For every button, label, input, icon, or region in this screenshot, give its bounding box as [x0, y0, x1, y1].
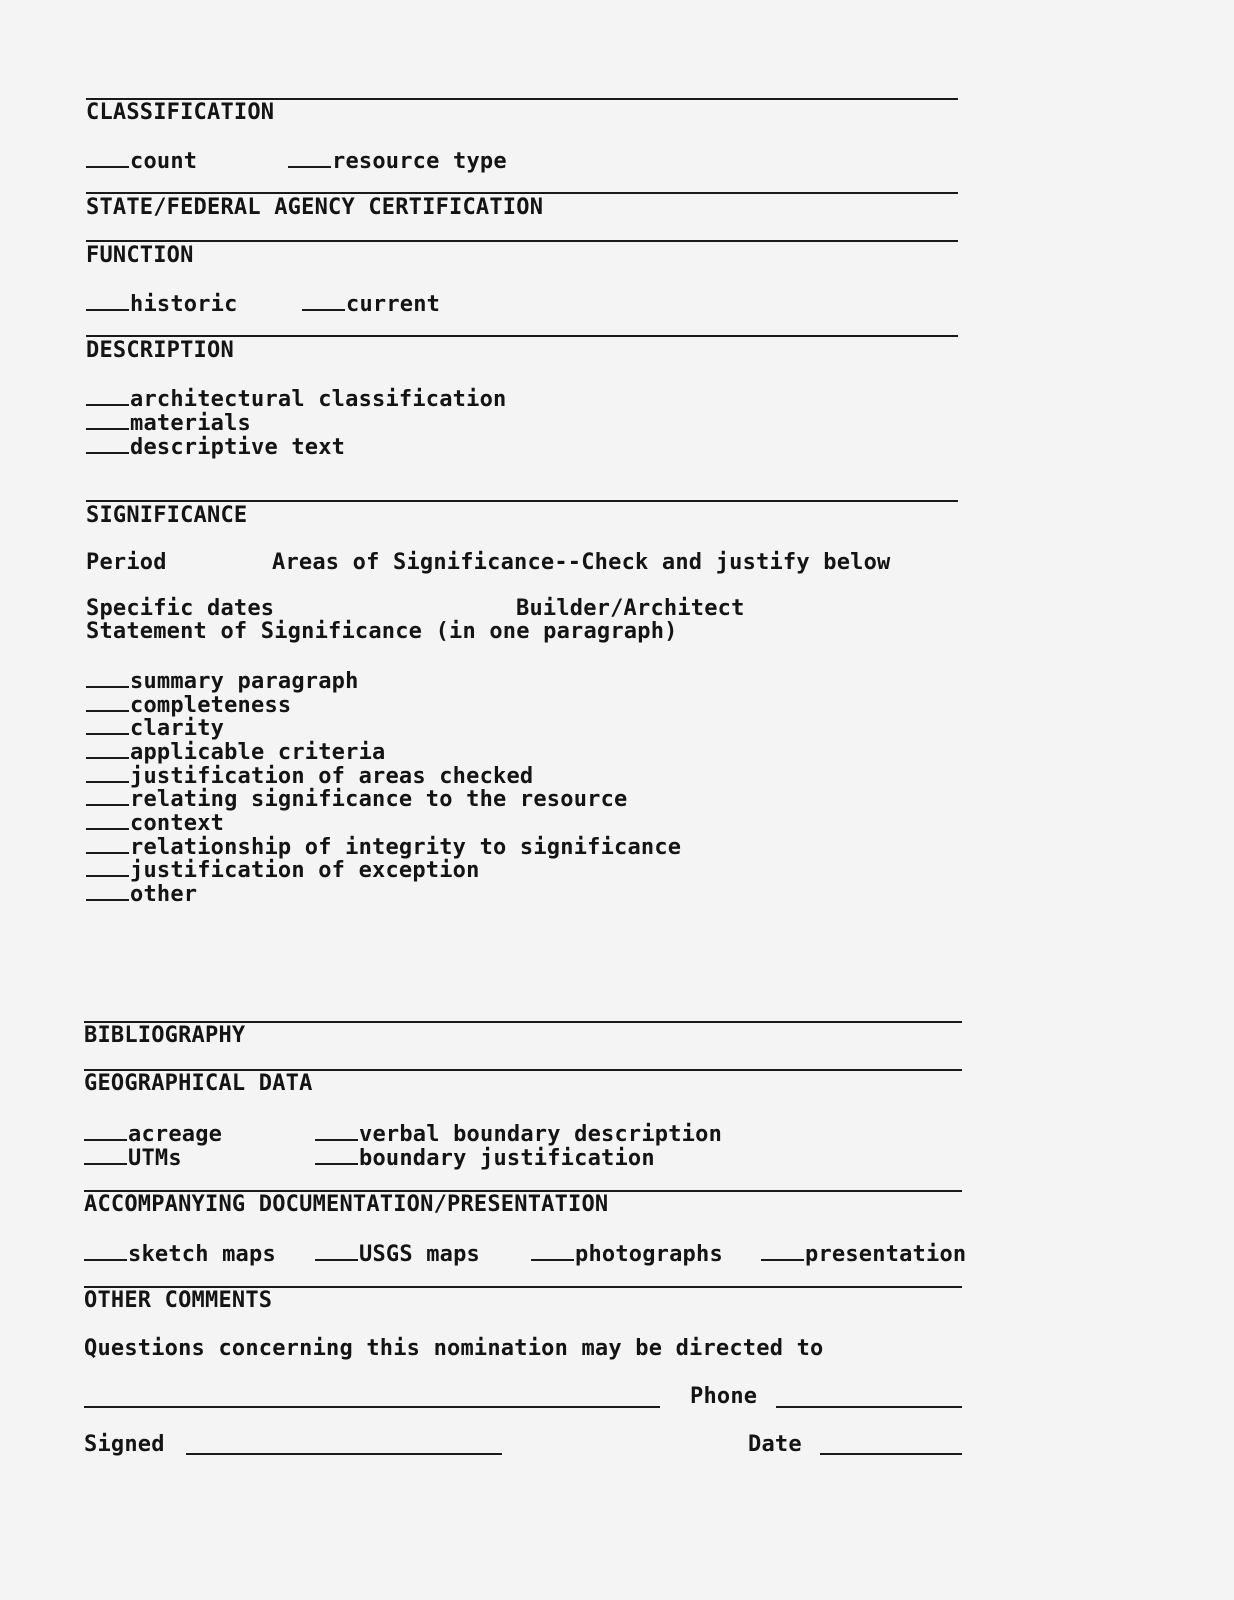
item-label: boundary justification — [359, 1146, 655, 1171]
verbal-boundary-checkbox[interactable] — [315, 1121, 722, 1147]
specific-dates-label: Specific dates — [86, 596, 275, 621]
context-checkbox[interactable] — [86, 810, 224, 836]
checkbox-blank[interactable] — [86, 434, 129, 454]
item-label: UTMs — [128, 1146, 182, 1171]
checkbox-blank[interactable] — [86, 881, 129, 901]
sketch-maps-checkbox[interactable] — [84, 1241, 276, 1267]
item-label: context — [130, 811, 225, 836]
materials-checkbox[interactable] — [86, 410, 251, 436]
checkbox-blank[interactable] — [86, 786, 129, 806]
resource-type-blank[interactable] — [288, 148, 331, 168]
bibliography-heading: BIBLIOGRAPHY — [84, 1023, 246, 1048]
applicable-criteria-checkbox[interactable] — [86, 739, 385, 765]
section-divider — [86, 192, 958, 194]
checkbox-blank[interactable] — [86, 763, 129, 783]
item-label: clarity — [130, 716, 225, 741]
current-checkbox[interactable] — [302, 291, 440, 317]
checkbox-blank[interactable] — [86, 668, 129, 688]
phone-field[interactable] — [776, 1406, 962, 1408]
current-label: current — [346, 292, 441, 317]
documentation-heading: ACCOMPANYING DOCUMENTATION/PRESENTATION — [84, 1192, 609, 1217]
relating-significance-checkbox[interactable] — [86, 786, 627, 812]
item-label: summary paragraph — [130, 669, 359, 694]
historic-checkbox[interactable] — [86, 291, 238, 317]
summary-paragraph-checkbox[interactable] — [86, 668, 359, 694]
resource-type-label: resource type — [332, 149, 507, 174]
checkbox-blank[interactable] — [86, 692, 129, 712]
photographs-checkbox[interactable] — [531, 1241, 723, 1267]
questions-text: Questions concerning this nomination may be directed to — [84, 1336, 824, 1361]
usgs-maps-checkbox[interactable] — [315, 1241, 480, 1267]
checkbox-blank[interactable] — [84, 1145, 127, 1165]
checkbox-blank[interactable] — [761, 1241, 804, 1261]
item-label: architectural classification — [130, 387, 507, 412]
item-label: relationship of integrity to significance — [130, 835, 682, 860]
section-divider — [86, 500, 958, 502]
checkbox-blank[interactable] — [315, 1241, 358, 1261]
resource-type-checkbox[interactable] — [288, 148, 507, 174]
certification-heading: STATE/FEDERAL AGENCY CERTIFICATION — [86, 195, 544, 220]
item-label: relating significance to the resource — [130, 787, 628, 812]
section-divider — [86, 335, 958, 337]
other-checkbox[interactable] — [86, 881, 197, 907]
classification-heading: CLASSIFICATION — [86, 100, 275, 125]
item-label: justification of areas checked — [130, 764, 534, 789]
item-label: USGS maps — [359, 1242, 481, 1267]
signature-field[interactable] — [186, 1453, 502, 1455]
item-label: materials — [130, 411, 252, 436]
checkbox-blank[interactable] — [315, 1145, 358, 1165]
item-label: photographs — [575, 1242, 723, 1267]
item-label: acreage — [128, 1122, 223, 1147]
item-label: presentation — [805, 1242, 967, 1267]
date-label: Date — [748, 1432, 802, 1457]
historic-label: historic — [130, 292, 238, 317]
item-label: justification of exception — [130, 858, 480, 883]
checkbox-blank[interactable] — [86, 810, 129, 830]
description-heading: DESCRIPTION — [86, 338, 234, 363]
descriptive-text-checkbox[interactable] — [86, 434, 345, 460]
contact-name-field[interactable] — [84, 1406, 660, 1408]
checkbox-blank[interactable] — [86, 386, 129, 406]
checkbox-blank[interactable] — [84, 1121, 127, 1141]
significance-heading: SIGNIFICANCE — [86, 503, 248, 528]
builder-architect-label: Builder/Architect — [516, 596, 745, 621]
areas-of-significance-label: Areas of Significance--Check and justify below — [272, 550, 891, 575]
checkbox-blank[interactable] — [86, 739, 129, 759]
acreage-checkbox[interactable] — [84, 1121, 222, 1147]
count-checkbox[interactable] — [86, 148, 197, 174]
item-label: verbal boundary description — [359, 1122, 723, 1147]
function-heading: FUNCTION — [86, 243, 194, 268]
geographical-data-heading: GEOGRAPHICAL DATA — [84, 1071, 313, 1096]
phone-label: Phone — [690, 1384, 758, 1409]
checkbox-blank[interactable] — [86, 715, 129, 735]
date-field[interactable] — [820, 1453, 962, 1455]
item-label: completeness — [130, 693, 292, 718]
utms-checkbox[interactable] — [84, 1145, 182, 1171]
architectural-classification-checkbox[interactable] — [86, 386, 506, 412]
checkbox-blank[interactable] — [531, 1241, 574, 1261]
item-label: sketch maps — [128, 1242, 276, 1267]
other-comments-heading: OTHER COMMENTS — [84, 1288, 273, 1313]
checkbox-blank[interactable] — [84, 1241, 127, 1261]
section-divider — [86, 240, 958, 242]
period-label: Period — [86, 550, 167, 575]
presentation-checkbox[interactable] — [761, 1241, 966, 1267]
signed-label: Signed — [84, 1432, 165, 1457]
checkbox-blank[interactable] — [315, 1121, 358, 1141]
checkbox-blank[interactable] — [86, 834, 129, 854]
checkbox-blank[interactable] — [86, 410, 129, 430]
statement-of-significance-label: Statement of Significance (in one paragraph) — [86, 619, 678, 644]
current-blank[interactable] — [302, 291, 345, 311]
item-label: applicable criteria — [130, 740, 386, 765]
item-label: descriptive text — [130, 435, 346, 460]
historic-blank[interactable] — [86, 291, 129, 311]
count-blank[interactable] — [86, 148, 129, 168]
clarity-checkbox[interactable] — [86, 715, 224, 741]
item-label: other — [130, 882, 198, 907]
count-label: count — [130, 149, 198, 174]
checkbox-blank[interactable] — [86, 857, 129, 877]
boundary-justification-checkbox[interactable] — [315, 1145, 655, 1171]
justification-of-exception-checkbox[interactable] — [86, 857, 480, 883]
